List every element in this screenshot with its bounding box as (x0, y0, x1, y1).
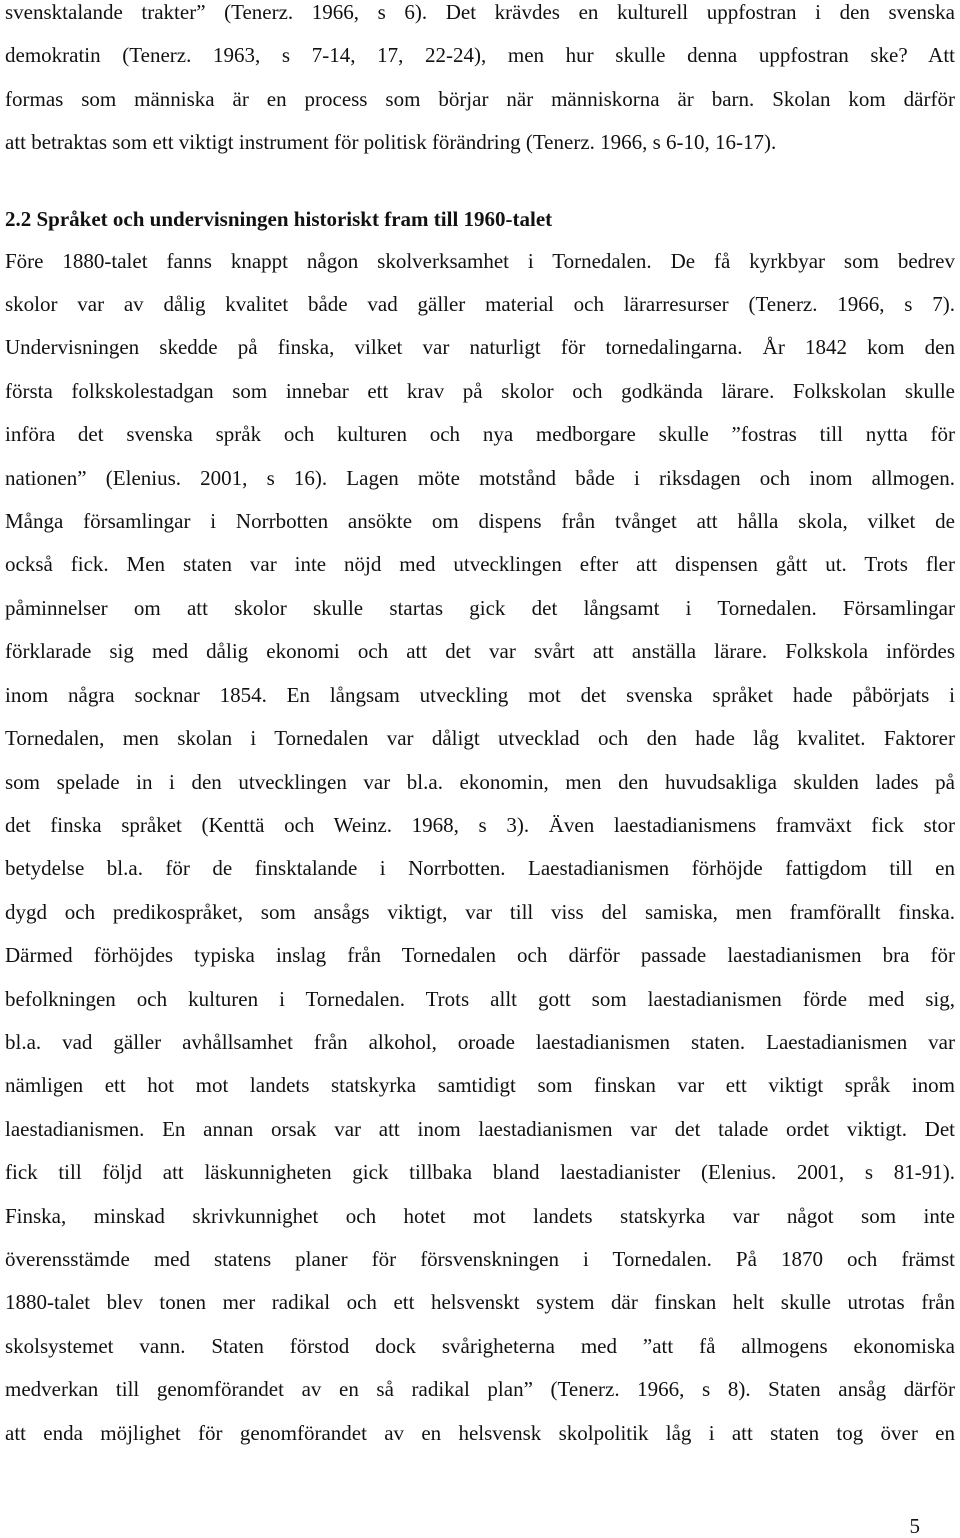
text-line: Finska, minskad skrivkunnighet och hotet mot landets statskyrka var något som inte (5, 1203, 955, 1228)
text-line: det finska språket (Kenttä och Weinz. 1968, s 3). Även laestadianismens framväxt fick stor (5, 812, 955, 837)
section-heading: 2.2 Språket och undervisningen historiskt fram till 1960-talet (5, 206, 553, 231)
page-number: 5 (909, 1514, 920, 1538)
text-line: betydelse bl.a. för de finsktalande i Norrbotten. Laestadianismen förhöjde fattigdom till en (5, 856, 955, 881)
text-line: Därmed förhöjdes typiska inslag från Tornedalen och därför passade laestadianismen bra för (5, 943, 955, 968)
text-line: fick till följd att läskunnigheten gick tillbaka bland laestadianister (Elenius. 2001, s 81-91). (5, 1160, 955, 1185)
text-line: Tornedalen, men skolan i Tornedalen var dåligt utvecklad och den hade låg kvalitet. Faktorer (5, 726, 955, 751)
text-line: inom några socknar 1854. En långsam utveckling mot det svenska språket hade påbörjats i (5, 682, 955, 707)
text-line: också fick. Men staten var inte nöjd med utvecklingen efter att dispensen gått ut. Trots fler (5, 552, 955, 577)
text-line: bl.a. vad gäller avhållsamhet från alkohol, oroade laestadianismen staten. Laestadianismen var (5, 1029, 955, 1054)
text-line: dygd och predikospråket, som ansågs viktigt, var till viss del samiska, men framförallt finska. (5, 899, 955, 924)
text-line: demokratin (Tenerz. 1963, s 7-14, 17, 22-24), men hur skulle denna uppfostran ske? Att (5, 43, 955, 68)
text-line: skolsystemet vann. Staten förstod dock svårigheterna med ”att få allmogens ekonomiska (5, 1333, 955, 1358)
text-line: Undervisningen skedde på finska, vilket var naturligt för tornedalingarna. År 1842 kom den (5, 335, 955, 360)
text-line: införa det svenska språk och kulturen och nya medborgare skulle ”fostras till nytta för (5, 422, 955, 447)
text-line: skolor var av dålig kvalitet både vad gäller material och lärarresurser (Tenerz. 1966, s 7). (5, 292, 955, 317)
text-line: nämligen ett hot mot landets statskyrka samtidigt som finskan var ett viktigt språk inom (5, 1073, 955, 1098)
text-line: formas som människa är en process som börjar när människorna är barn. Skolan kom därför (5, 86, 955, 111)
text-line: medverkan till genomförandet av en så radikal plan” (Tenerz. 1966, s 8). Staten ansåg därför (5, 1377, 955, 1402)
text-line: 1880-talet blev tonen mer radikal och ett helsvenskt system där finskan helt skulle utrotas från (5, 1290, 955, 1315)
text-line: svensktalande trakter” (Tenerz. 1966, s 6). Det krävdes en kulturell uppfostran i den svenska (5, 0, 955, 24)
text-line: att enda möjlighet för genomförandet av en helsvensk skolpolitik låg i att staten tog över en (5, 1420, 955, 1445)
text-line: laestadianismen. En annan orsak var att inom laestadianismen var det talade ordet viktigt. Det (5, 1116, 955, 1141)
text-line: första folkskolestadgan som innebar ett krav på skolor och godkända lärare. Folkskolan skulle (5, 378, 955, 403)
text-line: Många församlingar i Norrbotten ansökte om dispens från tvånget att hålla skola, vilket de (5, 509, 955, 534)
document-page (5, 0, 955, 1455)
text-line: som spelade in i den utvecklingen var bl.a. ekonomin, men den huvudsakliga skulden lades på (5, 769, 955, 794)
text-line: påminnelser om att skolor skulle startas gick det långsamt i Tornedalen. Församlingar (5, 595, 955, 620)
text-line: Före 1880-talet fanns knappt någon skolverksamhet i Tornedalen. De få kyrkbyar som bedrev (5, 248, 955, 273)
body-paragraph (5, 240, 955, 1455)
text-line: överensstämde med statens planer för försvenskningen i Tornedalen. På 1870 och främst (5, 1246, 955, 1271)
text-line: nationen” (Elenius. 2001, s 16). Lagen möte motstånd både i riksdagen och inom allmogen. (5, 465, 955, 490)
text-line: förklarade sig med dålig ekonomi och att det var svårt att anställa lärare. Folkskola infördes (5, 639, 955, 664)
intro-paragraph (5, 0, 955, 165)
text-line: befolkningen och kulturen i Tornedalen. Trots allt gott som laestadianismen förde med sig, (5, 986, 955, 1011)
text-line: att betraktas som ett viktigt instrument för politisk förändring (Tenerz. 1966, s 6-10, 16-17). (5, 130, 777, 155)
